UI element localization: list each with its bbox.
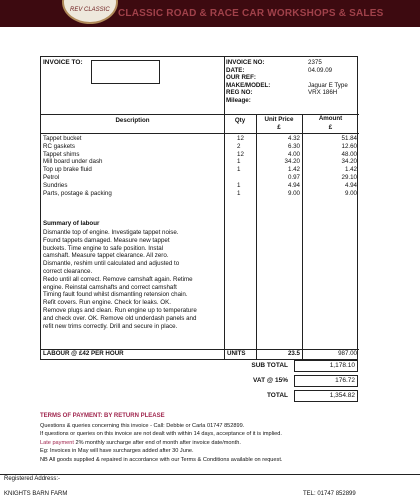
item-unit-price: 6.30 [287, 142, 300, 150]
item-qty [225, 174, 257, 182]
units-value: 23.5 [287, 350, 300, 357]
total-value: 1,354.82 [294, 390, 358, 402]
late-payment-text: 2% monthly surcharge after end of month after invoice date/month. [73, 439, 241, 446]
table-row [41, 135, 359, 143]
item-qty: 1 [237, 181, 241, 189]
footer-telephone: TEL: 01747 852899 [303, 491, 356, 497]
meta-row [226, 97, 356, 105]
item-qty: 12 [237, 150, 244, 158]
table-row [41, 151, 359, 159]
terms-line: Eg: Invoices in May will have surcharges added after 30 June. [40, 448, 194, 455]
line-items [41, 135, 359, 197]
item-unit-price: 9.00 [287, 189, 300, 197]
labour-line: buckets. Time engine to safe position. Instal [43, 244, 164, 252]
totals-block [220, 358, 358, 403]
item-description: Parts, postage & packing [43, 189, 112, 197]
col-header-unit-price: Unit Price [264, 116, 294, 123]
company-logo [62, 0, 118, 24]
labour-line: Dismantle top of engine. Investigate tappet noise. [43, 229, 179, 236]
meta-row [226, 74, 356, 82]
table-row [41, 143, 359, 151]
col-header-qty: Qty [234, 117, 246, 124]
footer-address: KNIGHTS BARN FARM [4, 491, 68, 497]
terms-line: If questions or queries on this invoice are not dealt with within 14 days, acceptance of it is implied. [40, 431, 282, 438]
labour-line: Refit covers. Run engine. Check for leaks. OK. [43, 299, 171, 307]
meta-label: INVOICE NO: [226, 59, 265, 66]
labour-line: refit new trims correctly. Drill and secure in place. [43, 322, 178, 330]
payment-terms [40, 412, 380, 464]
item-qty: 1 [237, 166, 241, 174]
item-description: Petrol [43, 173, 60, 181]
labour-line: correct clearance. [43, 267, 93, 275]
item-amount: 1.42 [344, 166, 357, 174]
item-amount: 29.10 [341, 173, 357, 181]
col-header-description: Description [115, 117, 150, 124]
subtotal-label: SUB TOTAL [251, 362, 288, 369]
meta-value: 2375 [308, 59, 322, 66]
vat-value: 176.72 [294, 375, 358, 387]
meta-value [308, 97, 356, 105]
terms-line [40, 439, 380, 447]
labour-summary-title: Summary of labour [43, 220, 100, 227]
item-amount: 12.60 [341, 142, 357, 150]
item-amount: 48.00 [341, 150, 357, 158]
table-row [41, 190, 359, 198]
item-description: Mill board under dash [43, 158, 103, 166]
item-amount: 4.94 [344, 181, 357, 189]
item-qty: 12 [237, 135, 244, 142]
col-currency-amount: £ [328, 124, 333, 131]
header-banner [0, 0, 420, 27]
invoice-to-label: INVOICE TO: [43, 59, 83, 66]
meta-label: Mileage: [226, 96, 251, 104]
item-amount: 51.84 [341, 135, 357, 142]
terms-line: Questions & queries concerning this invoice - Call: Debbie or Carla 01747 852899. [40, 423, 245, 429]
meta-value: Jaguar E Type [308, 81, 348, 89]
labour-line: and check over. OK. Remove old underdash panels and [43, 314, 197, 322]
meta-label: REG NO: [226, 89, 253, 96]
header-bottom-rule [41, 133, 359, 134]
item-description: Tappet bucket [43, 135, 82, 142]
item-unit-price: 4.00 [287, 150, 300, 158]
company-tagline: CLASSIC ROAD & RACE CAR WORKSHOPS & SALES [118, 8, 384, 19]
item-unit-price: 0.97 [287, 173, 300, 181]
col-currency-unit: £ [277, 124, 281, 131]
invoice-box [40, 56, 358, 360]
item-qty: 1 [237, 189, 241, 197]
item-qty: 2 [237, 142, 241, 150]
labour-rate-label: LABOUR @ £42 PER HOUR [43, 350, 124, 357]
labour-line: Redo until all correct. Remove camshaft again. Retime [43, 275, 193, 283]
labour-summary [43, 229, 223, 330]
labour-line: engine. Reinstal camshafts and correct camshaft [43, 283, 177, 291]
item-unit-price: 4.94 [287, 181, 300, 189]
footer-divider [0, 474, 420, 475]
meta-row [226, 59, 356, 67]
item-description: RC gaskets [43, 142, 75, 150]
labour-line: Timing fault found whilst dismantling retension chain. [43, 291, 188, 299]
item-unit-price: 1.42 [287, 166, 300, 174]
meta-value [308, 74, 356, 82]
item-amount: 9.00 [344, 189, 357, 197]
labour-rate-row [41, 349, 359, 358]
item-qty: 1 [237, 158, 241, 166]
labour-amount: 987.00 [338, 350, 357, 357]
subtotal-value: 1,178.10 [294, 360, 358, 372]
terms-title: TERMS OF PAYMENT: BY RETURN PLEASE [40, 413, 165, 419]
units-label: UNITS [227, 350, 246, 357]
logo-text: REV CLASSIC [70, 7, 110, 13]
labour-line: Dismantle, reshim until calculated and adjusted to [43, 260, 180, 268]
invoice-meta [226, 59, 356, 104]
labour-line: camshaft. Measure tappet clearance. All zero. [43, 252, 169, 260]
late-payment-label: Late payment [40, 439, 74, 446]
table-row [41, 174, 359, 182]
meta-row [226, 67, 356, 75]
meta-label: DATE: [226, 66, 245, 74]
meta-divider [224, 57, 225, 114]
redacted-address-box [91, 60, 160, 84]
item-description: Tappet shims [43, 150, 80, 158]
meta-value: VRX 186H [308, 89, 338, 96]
item-unit-price: 34.20 [284, 158, 300, 166]
meta-row [226, 82, 356, 90]
vat-row [220, 373, 358, 388]
meta-value: 04.09.09 [308, 66, 333, 74]
labour-line: Found tappets damaged. Measure new tappet [43, 236, 170, 244]
subtotal-row [220, 358, 358, 373]
item-unit-price: 4.32 [287, 135, 300, 142]
item-description: Top up brake fluid [43, 166, 92, 174]
item-amount: 34.20 [341, 158, 357, 166]
vat-label: VAT @ 15% [253, 377, 288, 384]
terms-line: NB All goods supplied & repaired in accordance with our Terms & Conditions available on request. [40, 456, 283, 463]
meta-row [226, 89, 356, 97]
table-row [41, 158, 359, 166]
labour-line: Remove plugs and clean. Run engine up to temperature [43, 306, 197, 314]
meta-label: OUR REF: [226, 74, 256, 81]
meta-label: MAKE/MODEL: [226, 81, 271, 89]
total-label: TOTAL [266, 392, 288, 399]
table-row [41, 182, 359, 190]
total-row [220, 388, 358, 403]
registered-address-label: Registered Address:- [4, 476, 61, 482]
col-header-amount: Amount [318, 115, 343, 122]
table-row [41, 166, 359, 174]
item-description: Sundries [43, 181, 68, 189]
